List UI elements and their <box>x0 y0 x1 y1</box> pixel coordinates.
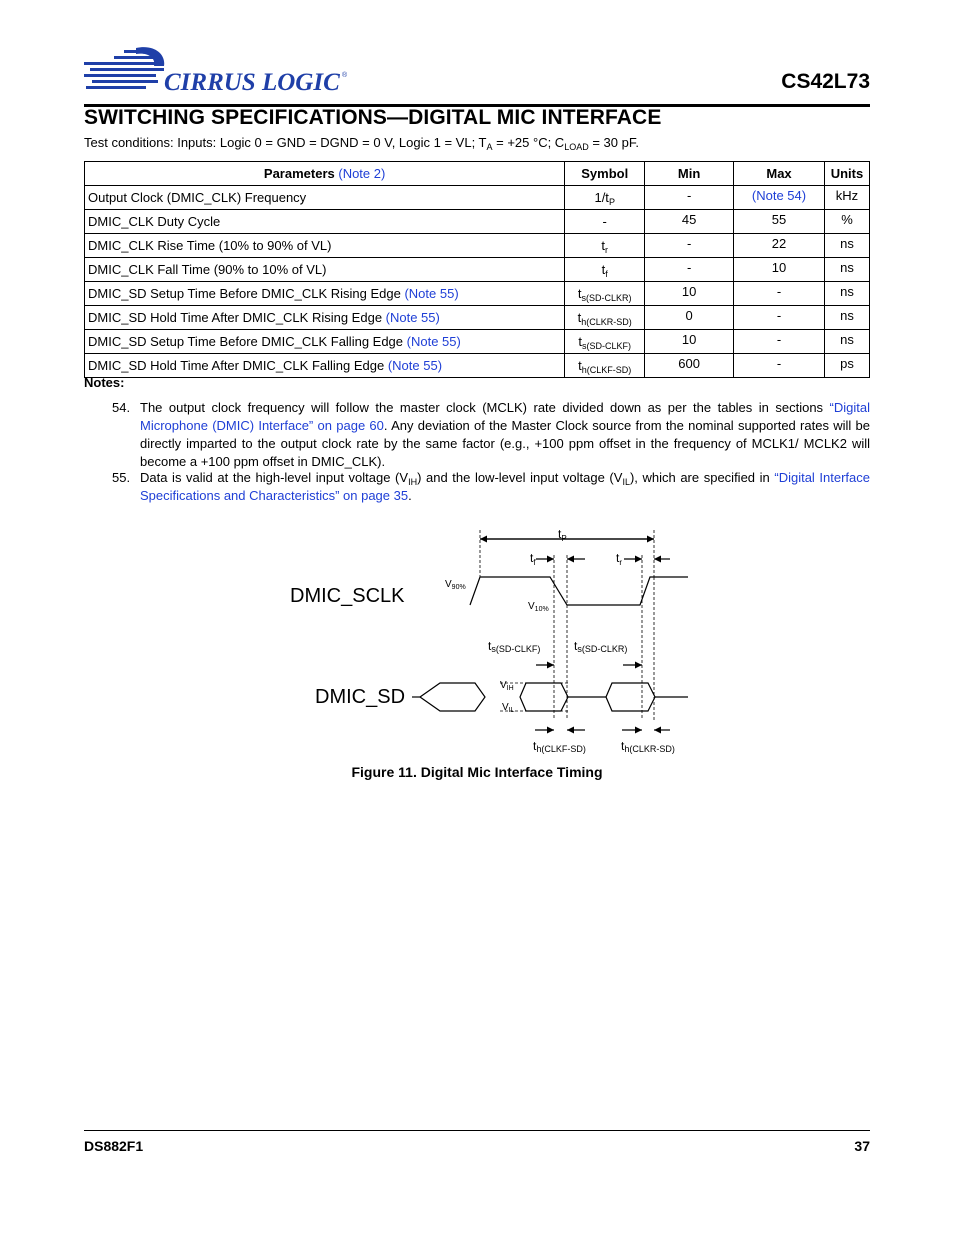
switching-specs-table <box>84 161 870 378</box>
ts-clkf-label: ts(SD-CLKF) <box>488 639 541 654</box>
table-row <box>85 234 870 258</box>
note-2-link[interactable]: (Note 2) <box>338 166 386 181</box>
table-row <box>85 210 870 234</box>
max-cell: 55 <box>734 210 825 234</box>
notes-title: Notes: <box>84 375 125 390</box>
units-cell: ns <box>824 306 869 330</box>
figure-caption: Figure 11. Digital Mic Interface Timing <box>351 764 603 780</box>
symbol-cell: - <box>565 210 645 234</box>
min-cell: 600 <box>645 354 734 378</box>
max-cell: 10 <box>734 258 825 282</box>
param-cell: DMIC_CLK Rise Time (10% to 90% of VL) <box>85 234 565 258</box>
symbol-cell: $t_{h(CLKR-SD)}$ <box>565 306 645 330</box>
header-max: Max <box>734 162 825 186</box>
symbol-cell: $1/t_P$ <box>565 186 645 210</box>
tp-label: $t_P$ <box>558 527 567 543</box>
symbol-cell: $t_{h(CLKF-SD)}$ <box>565 354 645 378</box>
symbol-cell: $t_{s(SD-CLKF)}$ <box>565 330 645 354</box>
note-54-link[interactable]: “Digital Microphone (DMIC) Interface” on page 60 <box>140 400 870 433</box>
v90-label: $V_{90\%}$ <box>445 579 466 591</box>
symbol-cell: $t_f$ <box>565 258 645 282</box>
footer-doc-number: DS882F1 <box>84 1138 144 1154</box>
cirrus-logic-logo <box>84 46 354 98</box>
param-cell: DMIC_SD Setup Time Before DMIC_CLK Rising Edge (Note 55) <box>85 282 565 306</box>
symbol-cell: $t_r$ <box>565 234 645 258</box>
min-cell: 45 <box>645 210 734 234</box>
min-cell: 10 <box>645 330 734 354</box>
table-row <box>85 306 870 330</box>
table-header-row <box>85 162 870 186</box>
symbol-cell: $t_{s(SD-CLKR)}$ <box>565 282 645 306</box>
min-cell: - <box>645 258 734 282</box>
table-row <box>85 282 870 306</box>
param-cell: DMIC_SD Hold Time After DMIC_CLK Falling Edge (Note 55) <box>85 354 565 378</box>
param-cell: DMIC_SD Setup Time Before DMIC_CLK Falling Edge (Note 55) <box>85 330 565 354</box>
data-waveform <box>420 683 485 711</box>
note-link[interactable]: (Note 55) <box>406 334 461 349</box>
dmic-sclk-label: DMIC_SCLK <box>290 585 405 607</box>
header-symbol: Symbol <box>565 162 645 186</box>
max-cell: - <box>734 354 825 378</box>
test-conditions: Test conditions: Inputs: Logic 0 = GND = DGND = 0 V, Logic 1 = VL; $T_A = +25$ °C; $C_{LOAD} = 30$ pF. <box>84 135 639 152</box>
units-cell: % <box>824 210 869 234</box>
table-row <box>85 258 870 282</box>
note-55: 55. Data is valid at the high-level input voltage $(V_{IH})$ and the low-level input voltage $(V_{IL})$, which are specified in “Digital Interface Specifications and Characteristics” on page 35. <box>112 470 870 503</box>
vih-label: $V_{IH}$ <box>500 680 514 692</box>
units-cell: ns <box>824 234 869 258</box>
header-parameters: Parameters (Note 2) <box>85 162 565 186</box>
units-cell: ns <box>824 282 869 306</box>
th-clkr-label: th(CLKR-SD) <box>621 739 675 754</box>
ts-clkr-label: ts(SD-CLKR) <box>574 639 628 654</box>
vil-label: $V_{IL}$ <box>502 702 515 714</box>
units-cell: ns <box>824 330 869 354</box>
document-id: CS42L73 <box>781 70 870 93</box>
table-row <box>85 354 870 378</box>
param-cell: DMIC_SD Hold Time After DMIC_CLK Rising Edge (Note 55) <box>85 306 565 330</box>
param-cell: DMIC_CLK Duty Cycle <box>85 210 565 234</box>
max-cell: 22 <box>734 234 825 258</box>
max-cell: - <box>734 306 825 330</box>
min-cell: - <box>645 186 734 210</box>
note-54: 54. The output clock frequency will follow the master clock (MCLK) rate divided down as per the tables in sections “Digital Microphone (DMIC) Interface” on page 60. Any deviation of the Master Clock source from the nominal supported rates will be directly imparted to the output clock rate by the same factor (e.g., +100 ppm offset in the frequency of MCLK1/ MCLK2 will become a +100 ppm offset in DMIC_CLK). <box>112 400 870 469</box>
units-cell: kHz <box>824 186 869 210</box>
v10-label: $V_{10\%}$ <box>528 601 549 613</box>
note-link[interactable]: (Note 55) <box>387 358 443 373</box>
tf-label: $t_f$ <box>530 551 536 567</box>
min-cell: 10 <box>645 282 734 306</box>
footer-rule <box>84 1130 870 1131</box>
table-row <box>85 186 870 210</box>
max-cell: (Note 54) <box>734 186 825 210</box>
tr-label: $t_r$ <box>616 551 623 567</box>
units-cell: ns <box>824 258 869 282</box>
note-55-link[interactable]: “Digital Interface Specifications and Characteristics” on page 35 <box>140 470 870 503</box>
note-link[interactable]: (Note 55) <box>385 310 440 325</box>
page-number: 37 <box>854 1138 870 1154</box>
header-min: Min <box>645 162 734 186</box>
table-row <box>85 330 870 354</box>
param-cell: DMIC_CLK Fall Time (90% to 10% of VL) <box>85 258 565 282</box>
param-cell: Output Clock (DMIC_CLK) Frequency <box>85 186 565 210</box>
th-clkf-label: th(CLKF-SD) <box>533 739 586 754</box>
section-title: SWITCHING SPECIFICATIONS—DIGITAL MIC INTERFACE <box>84 106 662 129</box>
max-cell: - <box>734 282 825 306</box>
header-units: Units <box>824 162 869 186</box>
svg-text:®: ® <box>342 72 348 79</box>
dmic-sd-label: DMIC_SD <box>315 686 406 708</box>
svg-text:CIRRUS LOGIC: CIRRUS LOGIC <box>164 69 340 96</box>
clock-waveform <box>470 577 688 605</box>
units-cell: ps <box>824 354 869 378</box>
min-cell: 0 <box>645 306 734 330</box>
note-link[interactable]: (Note 55) <box>404 286 459 301</box>
min-cell: - <box>645 234 734 258</box>
timing-diagram <box>270 520 710 765</box>
max-cell: - <box>734 330 825 354</box>
